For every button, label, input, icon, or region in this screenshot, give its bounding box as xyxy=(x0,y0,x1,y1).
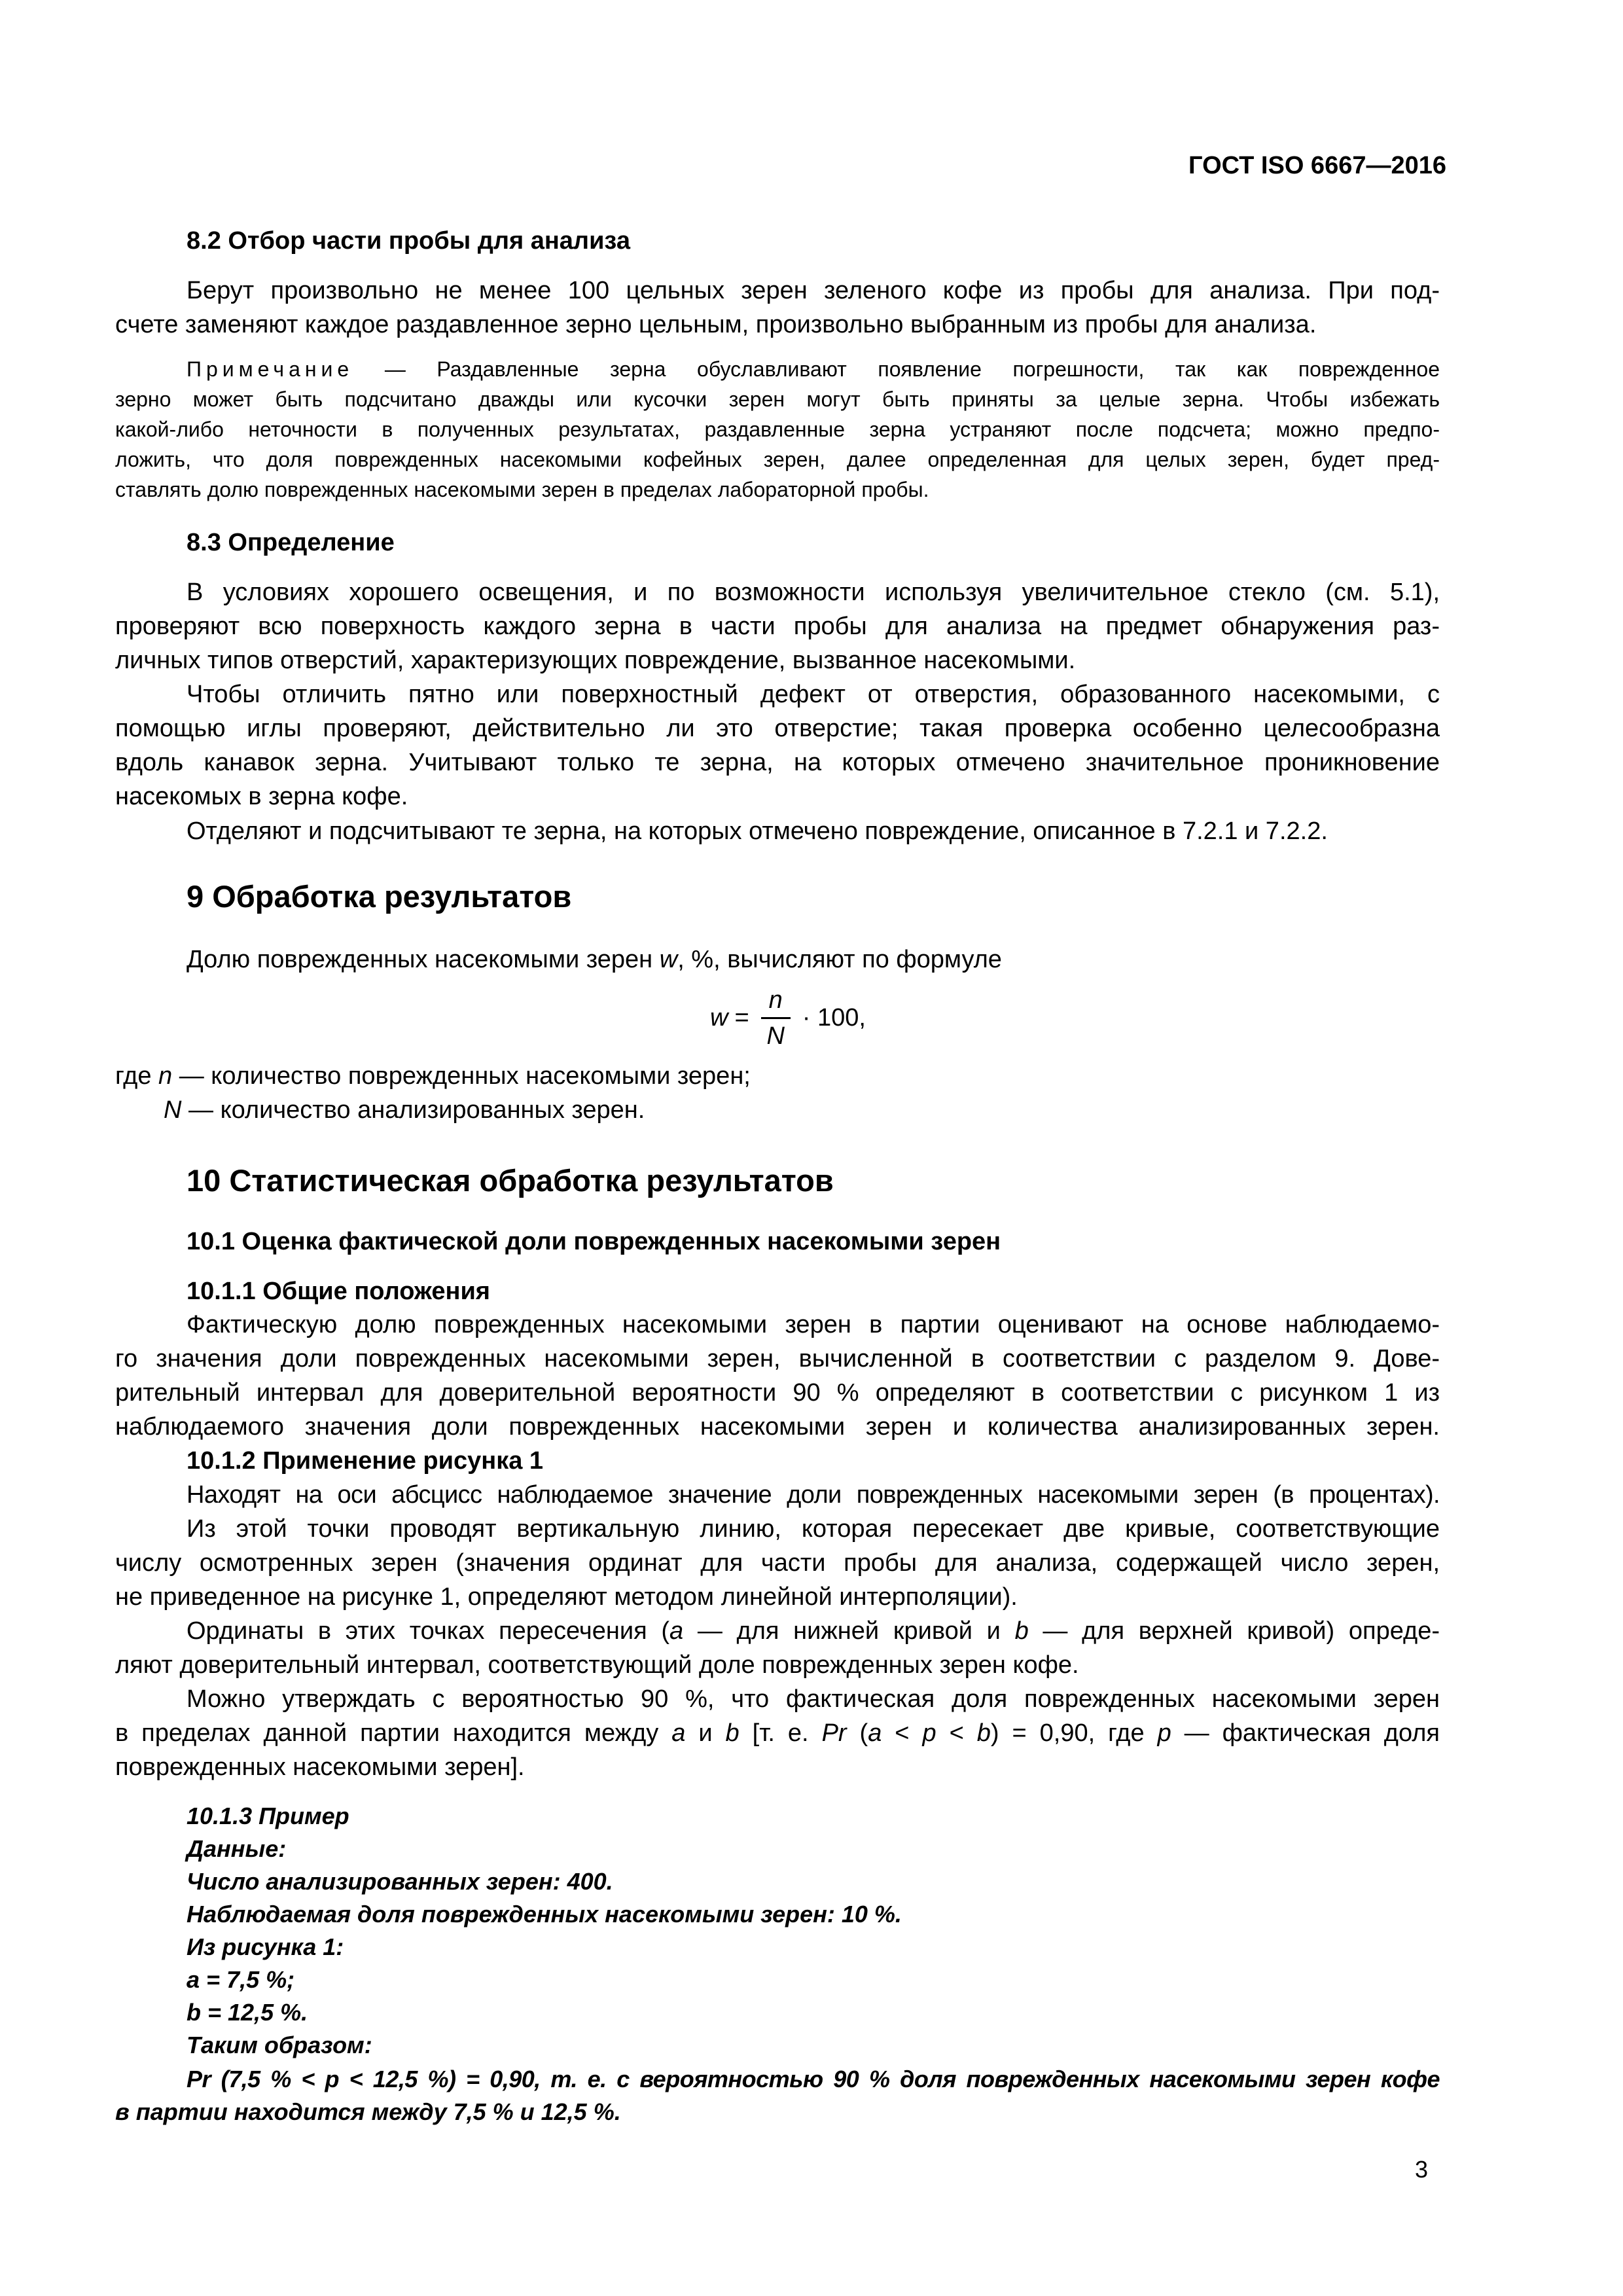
formula-numerator: n xyxy=(761,983,791,1019)
example-from-figure: Из рисунка 1: xyxy=(187,1933,344,1960)
section-8-3-p2-line-4: насекомых в зерна кофе. xyxy=(115,783,408,810)
section-10-1-2-line-3: числу осмотренных зерен (значения ординат для части пробы для анализа, содержащей число зерен, xyxy=(115,1549,1440,1577)
section-10-1-1-line-4: наблюдаемого значения доли поврежденных насекомыми зерен и количества анализированных зерен. xyxy=(115,1413,1440,1441)
section-8-3-p3: Отделяют и подсчитывают те зерна, на которых отмечено повреждение, описанное в 7.2.1 и 7.2.2. xyxy=(187,817,1328,845)
section-8-3-p1-line-1: В условиях хорошего освещения, и по возможности используя увеличительное стекло (см. 5.1), xyxy=(187,579,1440,606)
section-8-2-para-line-1: Берут произвольно не менее 100 цельных зерен зеленого кофе из пробы для анализа. При под- xyxy=(187,277,1440,304)
section-10-1-2-line-9: поврежденных насекомыми зерен]. xyxy=(115,1753,525,1781)
where-line-2: N — количество анализированных зерен. xyxy=(164,1096,645,1124)
section-10-1-2-line-4: не приведенное на рисунке 1, определяют методом линейной интерполяции). xyxy=(115,1583,1018,1611)
section-8-3-p2-line-1: Чтобы отличить пятно или поверхностный дефект от отверстия, образованного насекомыми, с xyxy=(187,681,1440,708)
section-10-1-2-line-8: в пределах данной партии находится между a и b [т. е. Pr (a < p < b) = 0,90, где p — фактическая доля xyxy=(115,1719,1440,1747)
note-line-5: ставлять долю поврежденных насекомыми зерен в пределах лабораторной пробы. xyxy=(115,478,929,501)
section-8-3-p2-line-2: помощью иглы проверяют, действительно ли это отверстие; такая проверка особенно целесообразна xyxy=(115,715,1440,742)
section-10-1-2-line-2: Из этой точки проводят вертикальную линию, которая пересекает две кривые, соответствующие xyxy=(187,1515,1440,1543)
formula-equals: = xyxy=(734,1004,749,1031)
section-10-1-1-line-2: го значения доли поврежденных насекомыми зерен, вычисленной в соответствии с разделом 9. Дове- xyxy=(115,1345,1440,1372)
example-data-label: Данные: xyxy=(187,1835,287,1862)
section-10-1-2-line-5: Ординаты в этих точках пересечения (a — для нижней кривой и b — для верхней кривой) опреде- xyxy=(187,1617,1440,1645)
section-10-title: 10 Статистическая обработка результатов xyxy=(187,1163,834,1198)
section-10-1-2-line-6: ляют доверительный интервал, соответствующий доле поврежденных зерен кофе. xyxy=(115,1651,1079,1679)
note-line-2: зерно может быть подсчитано дважды или кусочки зерен могут быть приняты за целые зерна. Чтобы избежать xyxy=(115,387,1440,411)
formula-fraction xyxy=(761,983,791,1053)
section-10-1-1-line-3: рительный интервал для доверительной вероятности 90 % определяют в соответствии с рисунком 1 из xyxy=(115,1379,1440,1407)
example-conclusion-line-2: в партии находится между 7,5 % и 12,5 %. xyxy=(115,2098,621,2125)
where-line-1: где n — количество поврежденных насекомыми зерен; xyxy=(115,1062,751,1090)
note-text-first: — Раздавленные зерна обуславливают появление погрешности, так как поврежденное xyxy=(384,357,1440,381)
example-observed: Наблюдаемая доля поврежденных насекомыми зерен: 10 %. xyxy=(187,1901,902,1928)
section-10-1-title: 10.1 Оценка фактической доли поврежденных насекомыми зерен xyxy=(187,1228,1001,1255)
example-b: b = 12,5 %. xyxy=(187,1999,308,2026)
section-9-title: 9 Обработка результатов xyxy=(187,879,572,914)
note-first-line xyxy=(187,354,1440,384)
page-number: 3 xyxy=(1415,2156,1429,2183)
note-line-4: ложить, что доля поврежденных насекомыми кофейных зерен, далее определенная для целых зерен, будет пред- xyxy=(115,448,1440,471)
section-9-intro: Долю поврежденных насекомыми зерен w, %, вычисляют по формуле xyxy=(187,946,1002,973)
note-line-3: какой-либо неточности в полученных результатах, раздавленные зерна устраняют после подсчета; можно предпо- xyxy=(115,418,1440,441)
section-8-3-p2-line-3: вдоль канавок зерна. Учитывают только те зерна, на которых отмечено значительное проникновение xyxy=(115,749,1440,776)
formula-denominator: N xyxy=(766,1022,785,1050)
example-conclusion-line-1: Pr (7,5 % < p < 12,5 %) = 0,90, т. е. с вероятностью 90 % доля поврежденных насекомыми зерен кофе xyxy=(187,2066,1440,2092)
example-title: 10.1.3 Пример xyxy=(187,1803,349,1829)
document-header: ГОСТ ISO 6667—2016 xyxy=(1188,152,1446,179)
section-10-1-2-line-7: Можно утверждать с вероятностью 90 %, что фактическая доля поврежденных насекомыми зерен xyxy=(187,1685,1440,1713)
formula-lhs: w xyxy=(710,1004,728,1031)
section-8-3-p1-line-2: проверяют всю поверхность каждого зерна в части пробы для анализа на предмет обнаружения раз- xyxy=(115,613,1440,640)
formula-rest: · 100, xyxy=(802,1004,866,1031)
section-10-1-2-line-1: Находят на оси абсцисс наблюдаемое значение доли поврежденных насекомыми зерен (в процентах). xyxy=(187,1481,1440,1509)
example-a: a = 7,5 %; xyxy=(187,1966,295,1993)
section-10-1-2-title: 10.1.2 Применение рисунка 1 xyxy=(187,1447,544,1475)
formula xyxy=(710,983,866,1053)
section-8-3-title: 8.3 Определение xyxy=(187,529,395,556)
section-8-3-p1-line-3: личных типов отверстий, характеризующих повреждение, вызванное насекомыми. xyxy=(115,647,1076,674)
section-10-1-1-line-1: Фактическую долю поврежденных насекомыми зерен в партии оценивают на основе наблюдаемо- xyxy=(187,1311,1440,1338)
example-thus: Таким образом: xyxy=(187,2032,372,2058)
example-count: Число анализированных зерен: 400. xyxy=(187,1868,613,1895)
section-10-1-1-title: 10.1.1 Общие положения xyxy=(187,1278,490,1305)
section-8-2-para-line-2: счете заменяют каждое раздавленное зерно цельным, произвольно выбранным из пробы для анализа. xyxy=(115,311,1317,338)
section-8-2-title: 8.2 Отбор части пробы для анализа xyxy=(187,227,630,255)
note-label: Примечание xyxy=(187,357,354,381)
